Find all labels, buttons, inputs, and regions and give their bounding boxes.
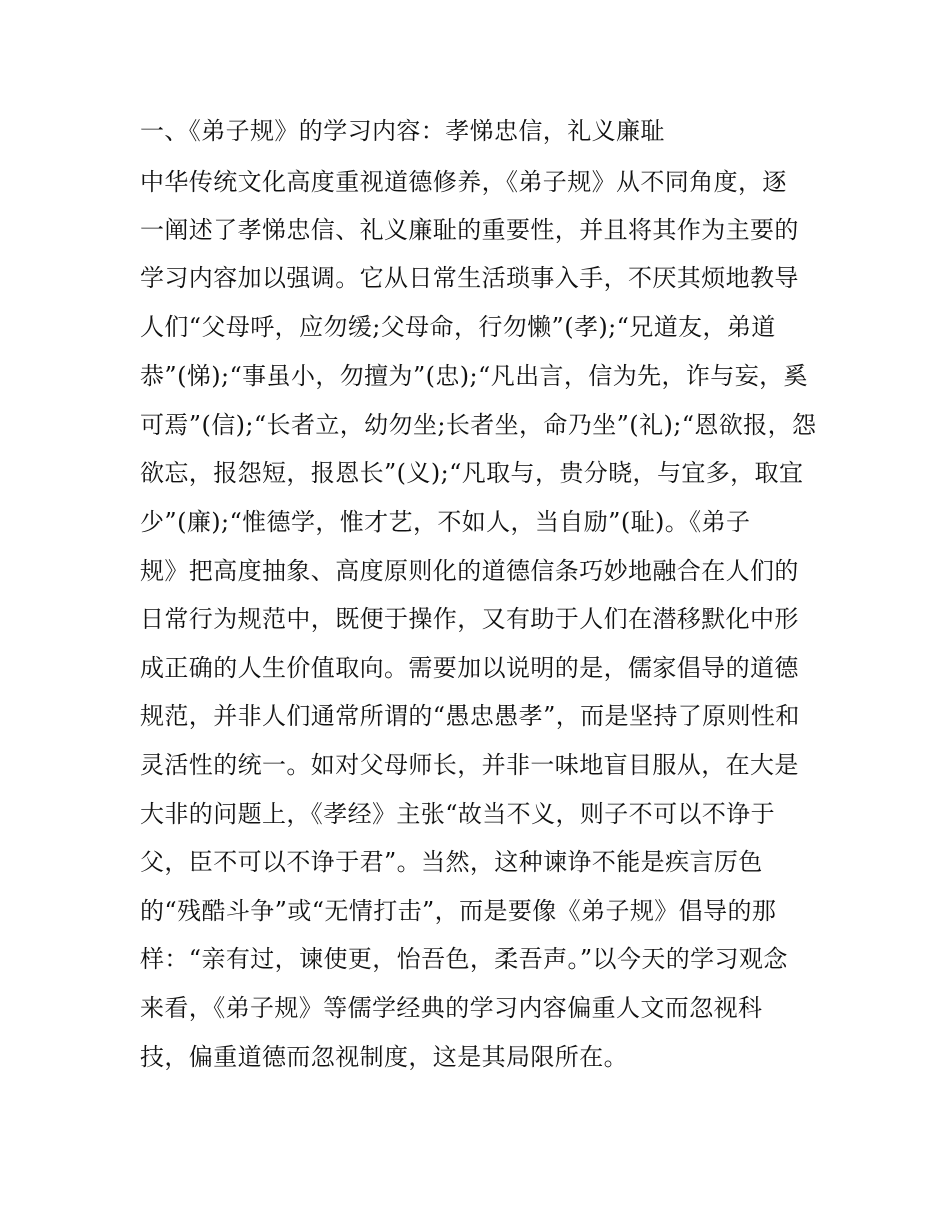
- paragraph-line: 学习内容加以强调。它从日常生活琐事入手，不厌其烦地教导: [140, 264, 799, 292]
- section-heading: 一、《弟子规》的学习内容：孝悌忠信，礼义廉耻: [140, 117, 665, 145]
- paragraph-line: 父，臣不可以不诤于君”。当然，这种谏诤不能是疾言厉色: [140, 848, 763, 876]
- paragraph-line: 可焉”(信);“长者立，幼勿坐;长者坐，命乃坐”(礼);“恩欲报，怨: [140, 411, 817, 439]
- paragraph-line: 少”(廉);“惟德学，惟才艺，不如人，当自励”(耻)。《弟子: [140, 508, 751, 536]
- paragraph-line: 人们“父母呼，应勿缓;父母命，行勿懒”(孝);“兄道友，弟道: [140, 313, 776, 341]
- paragraph-line: 技，偏重道德而忽视制度，这是其局限所在。: [140, 1043, 628, 1071]
- paragraph-line: 规》把高度抽象、高度原则化的道德信条巧妙地融合在人们的: [140, 557, 799, 585]
- paragraph-line: 大非的问题上，《孝经》主张“故当不义，则子不可以不诤于: [140, 800, 776, 828]
- paragraph-line: 来看，《弟子规》等儒学经典的学习内容偏重人文而忽视科: [140, 994, 763, 1022]
- paragraph-line: 样：“亲有过，谏使更，怡吾色，柔吾声。”以今天的学习观念: [140, 945, 788, 973]
- paragraph-line: 日常行为规范中，既便于操作，又有助于人们在潜移默化中形: [140, 605, 799, 633]
- paragraph-line: 的“残酷斗争”或“无情打击”，而是要像《弟子规》倡导的那: [140, 897, 777, 925]
- paragraph-line: 中华传统文化高度重视道德修养，《弟子规》从不同角度，逐: [140, 168, 787, 196]
- paragraph-line: 规范，并非人们通常所谓的“愚忠愚孝”，而是坚持了原则性和: [140, 702, 800, 730]
- paragraph-line: 一阐述了孝悌忠信、礼义廉耻的重要性，并且将其作为主要的: [140, 216, 799, 244]
- paragraph-line: 欲忘，报怨短，报恩长”(义);“凡取与，贵分晓，与宜多，取宜: [140, 459, 804, 487]
- paragraph-line: 恭”(悌);“事虽小，勿擅为”(忠);“凡出言，信为先，诈与妄，奚: [140, 362, 808, 390]
- paragraph-line: 灵活性的统一。如对父母师长，并非一味地盲目服从，在大是: [140, 751, 799, 779]
- paragraph-line: 成正确的人生价值取向。需要加以说明的是，儒家倡导的道德: [140, 654, 799, 682]
